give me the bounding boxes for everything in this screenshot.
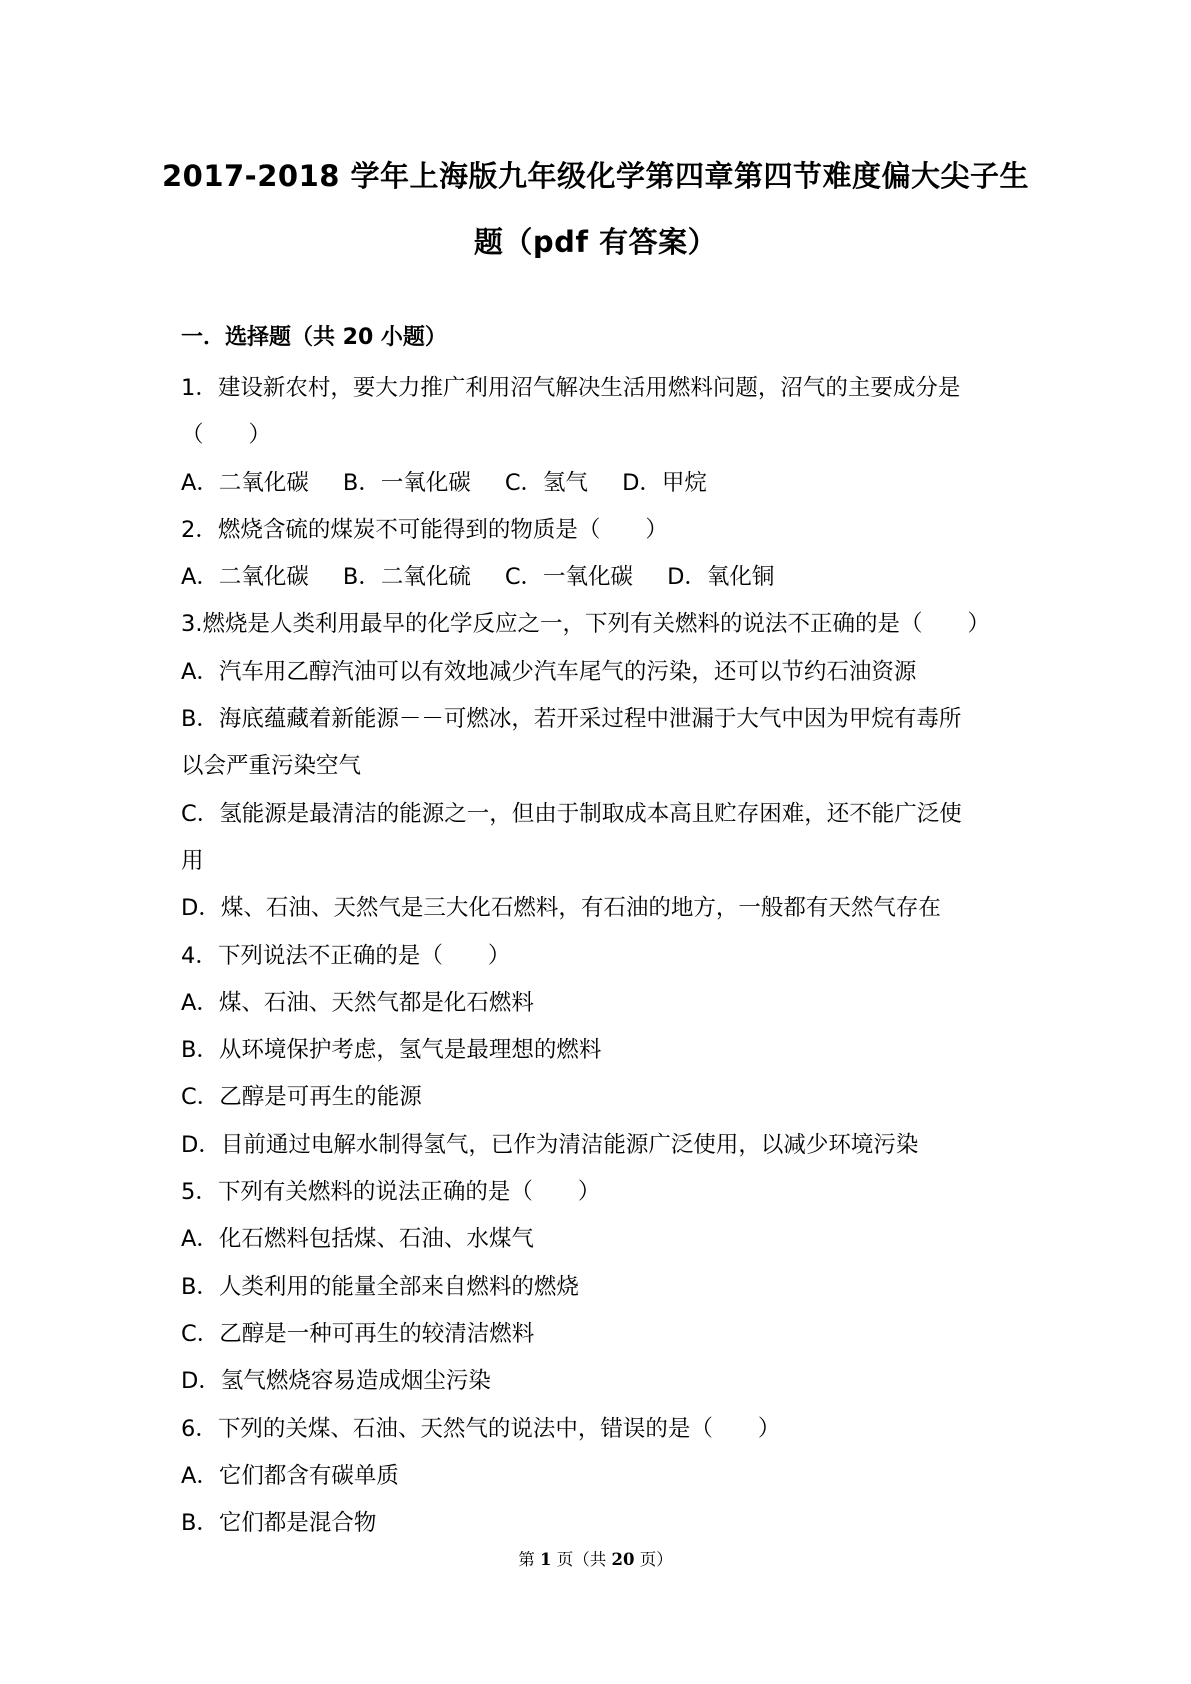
question-5-option-a: A．化石燃料包括煤、石油、水煤气 — [181, 1226, 534, 1253]
question-1-option-d: D．甲烷 — [622, 469, 707, 496]
question-4-option-b: B．从环境保护考虑，氢气是最理想的燃料 — [181, 1037, 602, 1064]
question-5-stem: 5．下列有关燃料的说法正确的是（ ） — [181, 1179, 601, 1206]
question-3-option-d: D．煤、石油、天然气是三大化石燃料，有石油的地方，一般都有天然气存在 — [181, 895, 941, 922]
question-3-option-a: A．汽车用乙醇汽油可以有效地减少汽车尾气的污染，还可以节约石油资源 — [181, 658, 917, 685]
question-6-option-b: B．它们都是混合物 — [181, 1510, 377, 1537]
question-1-options — [181, 460, 1021, 507]
question-3-stem: 3.燃烧是人类利用最早的化学反应之一，下列有关燃料的说法不正确的是（ ） — [181, 611, 990, 638]
question-6-option-a: A．它们都含有碳单质 — [181, 1462, 399, 1489]
question-4-option-a: A．煤、石油、天然气都是化石燃料 — [181, 989, 534, 1016]
question-4-option-c: C．乙醇是可再生的能源 — [181, 1084, 422, 1111]
question-2-options — [181, 554, 1021, 601]
question-2-option-b: B．二氧化硫 — [342, 564, 471, 591]
question-3-option-b-line-1: B．海底蕴藏着新能源－－可燃冰，若开采过程中泄漏于大气中因为甲烷有毒所 — [181, 706, 962, 733]
question-2-option-d: D．氧化铜 — [667, 564, 775, 591]
question-3-option-c-line-2: 用 — [181, 847, 204, 874]
footer-total-pages: 20 — [611, 1550, 635, 1569]
document-title-line-1: 2017-2018 学年上海版九年级化学第四章第四节难度偏大尖子生 — [161, 159, 1030, 193]
question-5-option-b: B．人类利用的能量全部来自燃料的燃烧 — [181, 1273, 579, 1300]
question-1-option-b: B．一氧化碳 — [342, 469, 471, 496]
question-6-stem: 6．下列的关煤、石油、天然气的说法中，错误的是（ ） — [181, 1415, 781, 1442]
question-3-option-c-line-1: C．氢能源是最清洁的能源之一，但由于制取成本高且贮存困难，还不能广泛使 — [181, 800, 962, 827]
question-4-option-d: D．目前通过电解水制得氢气，已作为清洁能源广泛使用，以减少环境污染 — [181, 1131, 919, 1158]
section-heading: 一．选择题（共 20 小题） — [181, 325, 447, 350]
question-2-stem: 2．燃烧含硫的煤炭不可能得到的物质是（ ） — [181, 516, 668, 543]
question-list — [181, 365, 1021, 1547]
footer-prefix: 第 — [518, 1550, 541, 1569]
footer-suffix: 页） — [634, 1550, 673, 1569]
question-5-option-d: D．氢气燃烧容易造成烟尘污染 — [181, 1368, 491, 1395]
question-1-option-c: C．氢气 — [504, 469, 589, 496]
document-title-line-2: 题（pdf 有答案） — [473, 225, 718, 259]
question-2-option-a: A．二氧化碳 — [181, 564, 309, 591]
footer-page-number: 1 — [540, 1550, 552, 1569]
question-3-option-b-line-2: 以会严重污染空气 — [181, 753, 362, 780]
footer-middle: 页（共 — [551, 1550, 612, 1569]
page-footer — [0, 1548, 1191, 1572]
question-5-option-c: C．乙醇是一种可再生的较清洁燃料 — [181, 1320, 535, 1347]
question-4-stem: 4．下列说法不正确的是（ ） — [181, 942, 511, 969]
question-1-stem: 1．建设新农村，要大力推广利用沼气解决生活用燃料问题，沼气的主要成分是 — [181, 375, 961, 401]
question-2-option-c: C．一氧化碳 — [504, 564, 634, 591]
question-1-option-a: A．二氧化碳 — [181, 469, 309, 496]
question-1-blank: （ ） — [181, 422, 272, 449]
